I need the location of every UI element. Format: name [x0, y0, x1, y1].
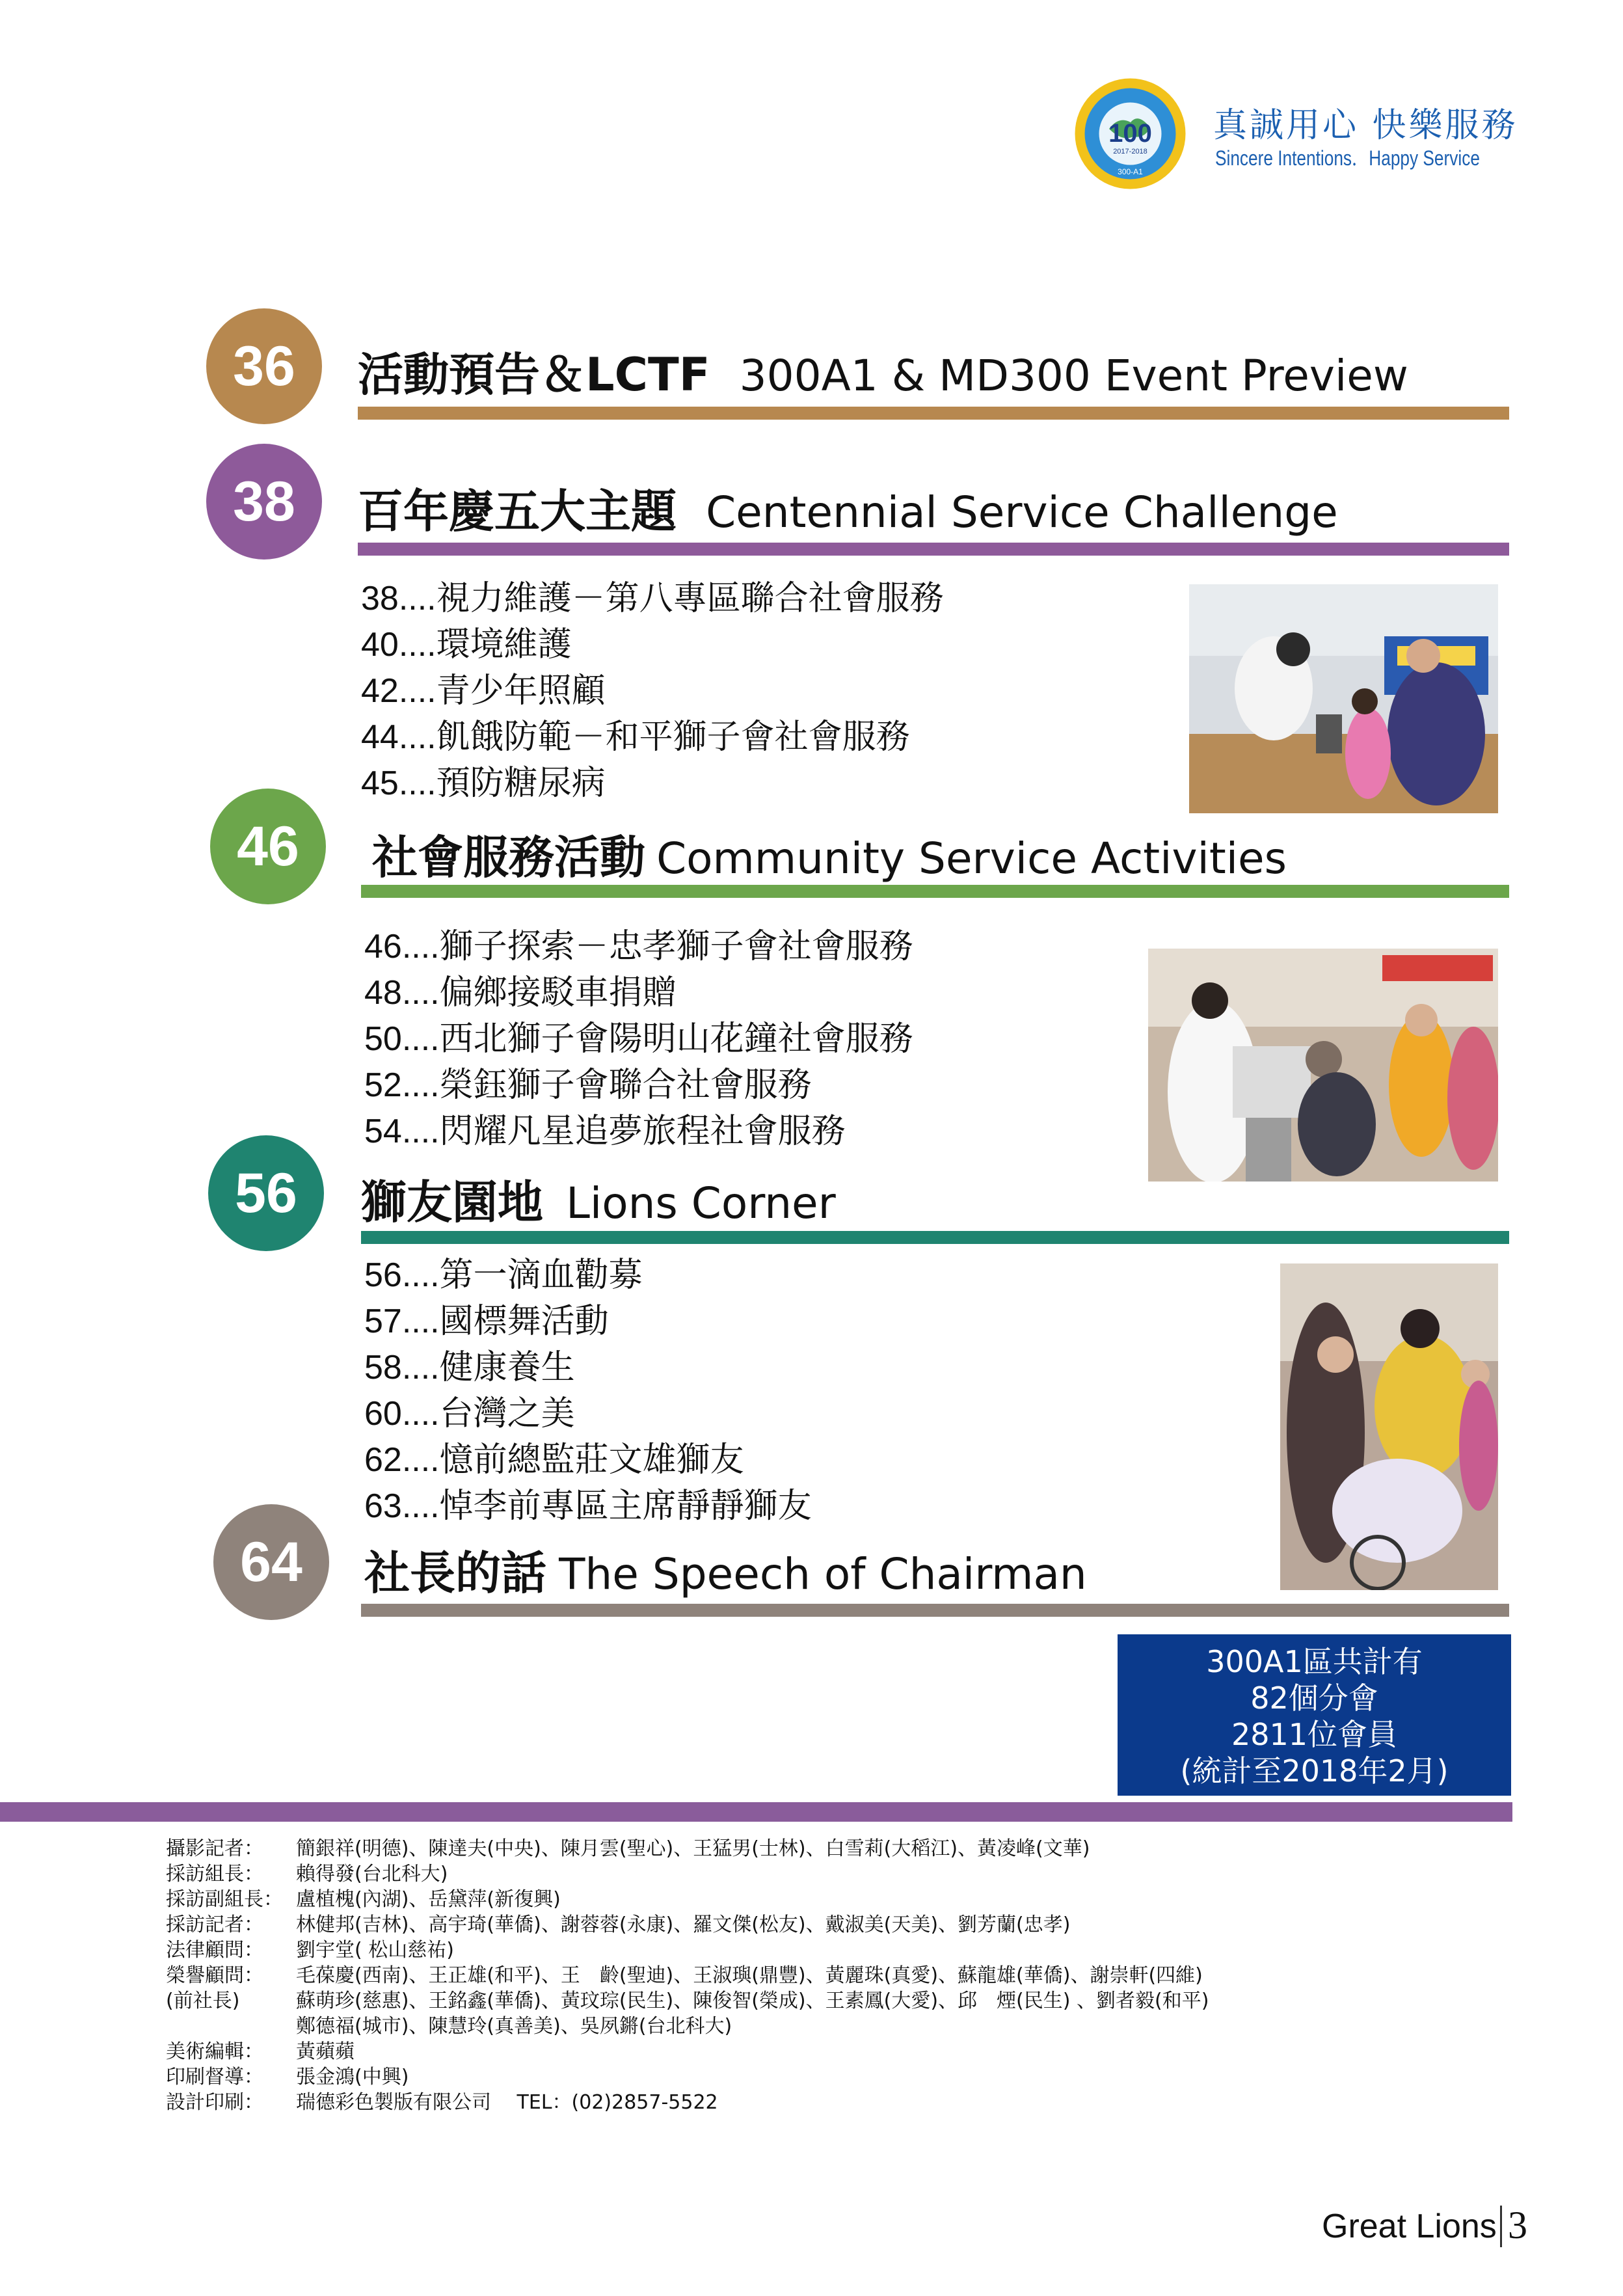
- section-rule: [361, 1604, 1509, 1617]
- credit-row: 美術編輯： 黃蘋蘋: [166, 2040, 355, 2063]
- credit-row: 採訪記者： 林健邦(吉林)、高宇琦(華僑)、謝蓉蓉(永康)、羅文傑(松友)、戴淑美(天美)、劉芳蘭(忠孝): [166, 1913, 1071, 1936]
- credit-row: 鄭德福(城市)、陳慧玲(真善美)、吳夙鏘(台北科大): [296, 2015, 732, 2038]
- section-title[interactable]: [358, 475, 1338, 541]
- credit-row: 印刷督導： 張金鴻(中興): [166, 2066, 409, 2088]
- staff-credits: [166, 1836, 1209, 2115]
- footer-divider: [1500, 2206, 1502, 2247]
- photo-eye-exam: [1189, 584, 1498, 813]
- list-item[interactable]: 60....台灣之美: [364, 1394, 575, 1433]
- stats-line: 82個分會: [1250, 1681, 1378, 1716]
- section-title[interactable]: [361, 1166, 836, 1232]
- photo-service-event: [1280, 1263, 1498, 1590]
- credit-row: 榮譽顧問： 毛葆慶(西南)、王正雄(和平)、王 齡(聖迪)、王淑璵(鼎豐)、黃麗珠(真愛)、蘇龍雄(華僑)、謝崇軒(四維): [166, 1964, 1203, 1987]
- section-items: [361, 576, 944, 807]
- section-title-zh: 社長的話: [364, 1546, 546, 1600]
- section-title-en: Centennial Service Challenge: [706, 487, 1338, 537]
- section-rule: [361, 1231, 1509, 1244]
- section-title[interactable]: [364, 1537, 1087, 1602]
- credit-row: 法律顧問： 劉宇堂( 松山慈祐): [166, 1939, 454, 1962]
- svg-text:300-A1: 300-A1: [1118, 167, 1143, 176]
- list-item[interactable]: 63....悼李前專區主席靜靜獅友: [364, 1487, 812, 1526]
- divider-bar: [0, 1802, 1512, 1822]
- credit-row: 設計印刷： 瑞德彩色製版有限公司 TEL：(02)2857-5522: [166, 2091, 718, 2114]
- list-item[interactable]: 62....憶前總監莊文雄獅友: [364, 1440, 744, 1479]
- svg-text:100: 100: [1108, 119, 1152, 148]
- list-item[interactable]: 58....健康養生: [364, 1348, 575, 1387]
- svg-text:2017-2018: 2017-2018: [1113, 148, 1147, 155]
- section-title-zh: 百年慶五大主題: [358, 485, 677, 538]
- credit-row: 採訪副組長： 盧植槐(內湖)、岳黛萍(新復興): [166, 1888, 561, 1911]
- section-number-badge: 64: [213, 1504, 329, 1620]
- slogan-chinese: 真誠用心 快樂服務: [1213, 106, 1518, 145]
- list-item[interactable]: 38....視力維護－第八專區聯合社會服務: [361, 579, 944, 618]
- list-item[interactable]: 57....國標舞活動: [364, 1302, 609, 1341]
- lions-100-logo: [1073, 77, 1187, 191]
- list-item[interactable]: 52....榮鈺獅子會聯合社會服務: [364, 1066, 812, 1105]
- list-item[interactable]: 54....閃耀凡星追夢旅程社會服務: [364, 1112, 846, 1151]
- section-title-zh: 獅友園地: [361, 1176, 543, 1229]
- list-item[interactable]: 40....環境維護: [361, 625, 572, 664]
- list-item[interactable]: 45....預防糖尿病: [361, 764, 606, 803]
- section-title-zh: 活動預告＆LCTF: [358, 348, 710, 401]
- list-item[interactable]: 50....西北獅子會陽明山花鐘社會服務: [364, 1020, 913, 1059]
- section-title-zh: 社會服務活動: [372, 831, 645, 884]
- section-number-badge: 36: [206, 308, 322, 424]
- section-title-en: 300A1 & MD300 Event Preview: [739, 351, 1408, 401]
- district-stats-box: [1118, 1634, 1511, 1796]
- section-title-en: The Speech of Chairman: [559, 1549, 1087, 1599]
- section-title-en: Community Service Activities: [656, 833, 1287, 884]
- section-number-badge: 46: [210, 789, 326, 904]
- credit-row: 採訪組長： 賴得發(台北科大): [166, 1863, 448, 1885]
- slogan-english: Sincere Intentions．Happy Service: [1215, 146, 1480, 170]
- section-title[interactable]: [358, 338, 1408, 404]
- magazine-name: Great Lions: [1322, 2208, 1497, 2245]
- list-item[interactable]: 42....青少年照顧: [361, 671, 606, 710]
- section-items: [364, 924, 913, 1155]
- stats-line: (統計至2018年2月): [1180, 1753, 1449, 1789]
- section-title[interactable]: [372, 821, 1287, 887]
- credit-row: (前社長) 蘇萌珍(慈惠)、王銘鑫(華僑)、黃玟琮(民生)、陳俊智(榮成)、王素鳳(大愛)、邱 煙(民生) 、劉者毅(和平): [166, 1990, 1209, 2012]
- photo-eye-screening: [1148, 949, 1498, 1182]
- list-item[interactable]: 56....第一滴血勸募: [364, 1256, 643, 1295]
- section-number-badge: 38: [206, 444, 322, 560]
- stats-line: 2811位會員: [1231, 1717, 1398, 1752]
- section-items: [364, 1252, 812, 1530]
- list-item[interactable]: 46....獅子探索－忠孝獅子會社會服務: [364, 927, 913, 966]
- section-number-badge: 56: [208, 1135, 324, 1251]
- stats-line: 300A1區共計有: [1206, 1644, 1423, 1679]
- list-item[interactable]: 48....偏鄉接駁車捐贈: [364, 973, 677, 1012]
- page-number: 3: [1508, 2204, 1527, 2247]
- section-rule: [358, 543, 1509, 556]
- credit-row: 攝影記者： 簡銀祥(明德)、陳達夫(中央)、陳月雲(聖心)、王猛男(士林)、白雪莉(大稻江)、黃凌峰(文華): [166, 1837, 1090, 1860]
- section-title-en: Lions Corner: [566, 1178, 836, 1228]
- section-rule: [358, 407, 1509, 420]
- list-item[interactable]: 44....飢餓防範－和平獅子會社會服務: [361, 718, 910, 757]
- section-rule: [361, 885, 1509, 898]
